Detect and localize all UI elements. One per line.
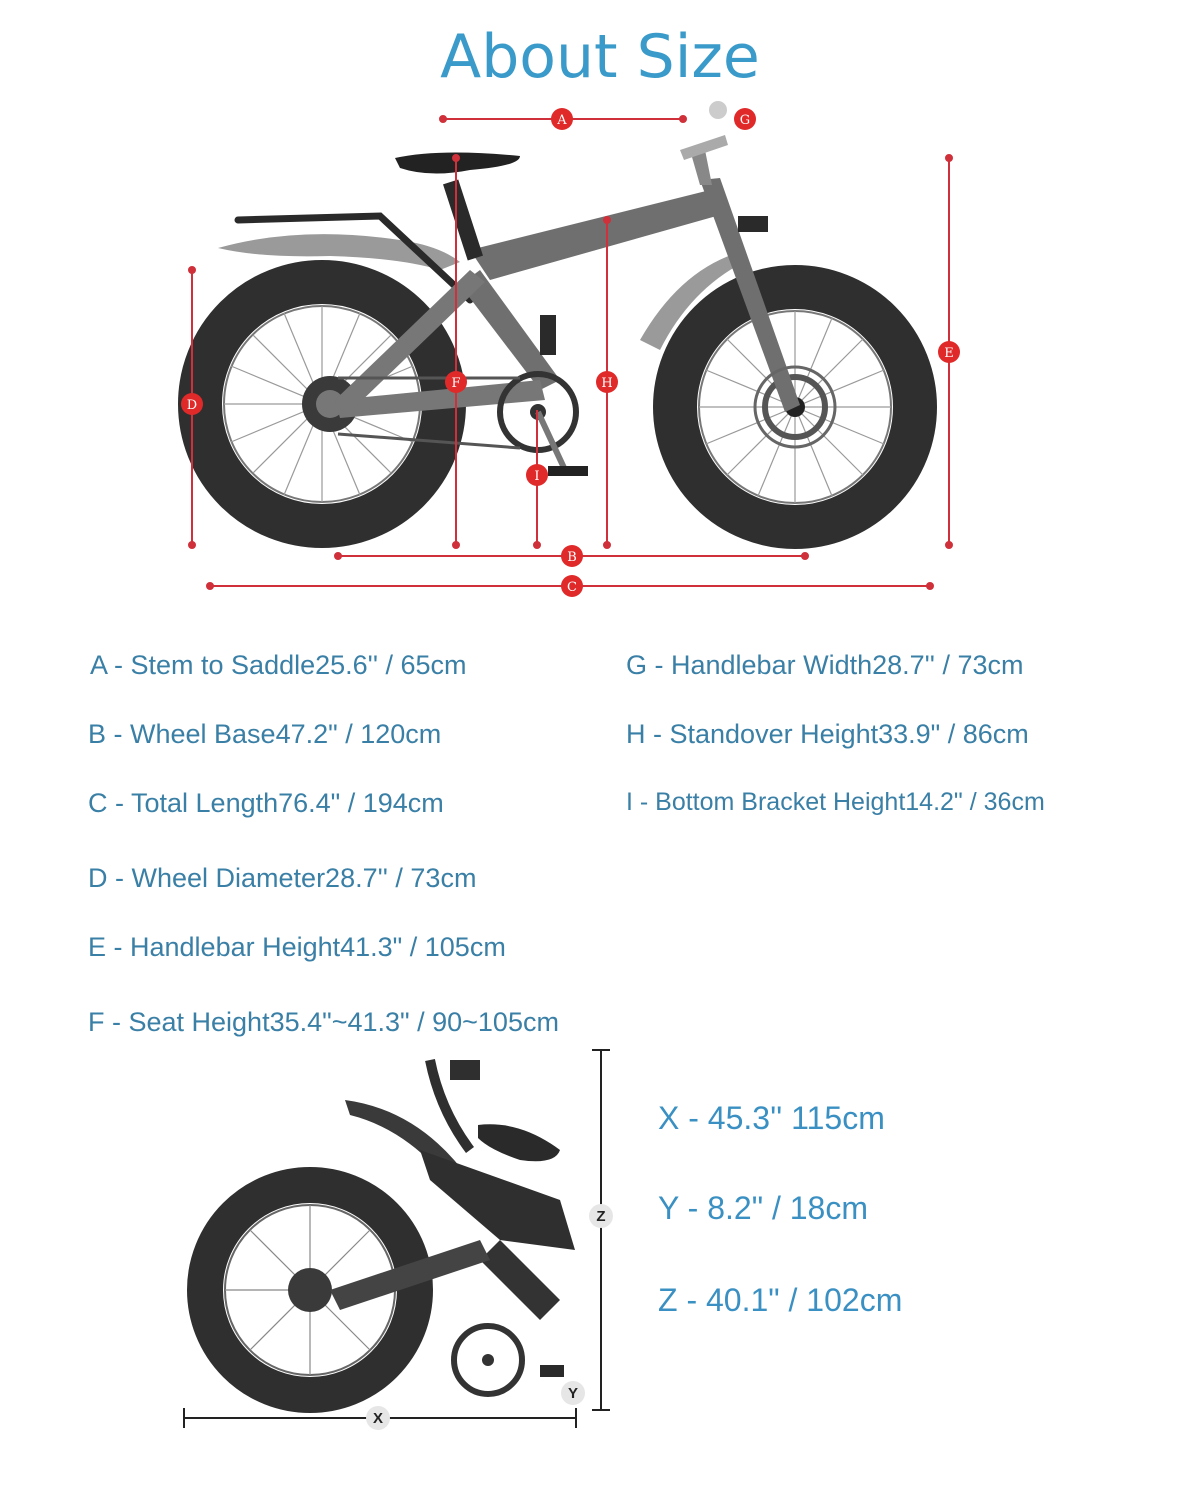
marker-x xyxy=(366,1406,390,1430)
spec-b-wheel-base: B - Wheel Base47.2" / 120cm xyxy=(88,719,442,749)
marker-i xyxy=(526,464,548,486)
spec-d-wheel-diameter: D - Wheel Diameter28.7'' / 73cm xyxy=(88,863,477,893)
svg-text:B: B xyxy=(567,550,577,565)
svg-text:F: F xyxy=(451,376,461,391)
marker-g xyxy=(734,108,756,130)
spec-f-seat-height: F - Seat Height35.4"~41.3" / 90~105cm xyxy=(88,1007,559,1037)
folded-spec-z: Z - 40.1" / 102cm xyxy=(658,1282,903,1318)
svg-text:H: H xyxy=(601,376,613,391)
spec-i-bottom-bracket-height: I - Bottom Bracket Height14.2" / 36cm xyxy=(626,788,1045,816)
svg-text:D: D xyxy=(186,398,198,413)
svg-text:C: C xyxy=(567,580,577,595)
unfolded-bike-illustration xyxy=(200,101,915,527)
marker-z xyxy=(589,1204,613,1228)
page-title: About Size xyxy=(440,22,760,92)
folded-bike-illustration xyxy=(205,1060,575,1395)
svg-text:Z: Z xyxy=(596,1208,606,1225)
spec-a-stem-to-saddle: A - Stem to Saddle25.6'' / 65cm xyxy=(90,650,467,680)
marker-a xyxy=(551,108,573,130)
folded-spec-x: X - 45.3'' 115cm xyxy=(658,1100,885,1136)
marker-d xyxy=(181,393,203,415)
spec-g-handlebar-width: G - Handlebar Width28.7'' / 73cm xyxy=(626,650,1024,680)
svg-text:Y: Y xyxy=(567,1385,579,1402)
svg-text:I: I xyxy=(534,469,540,484)
svg-text:A: A xyxy=(557,113,567,128)
svg-text:E: E xyxy=(944,346,954,361)
svg-text:G: G xyxy=(739,113,751,128)
marker-f xyxy=(445,371,467,393)
marker-b xyxy=(561,545,583,567)
spec-h-standover-height: H - Standover Height33.9" / 86cm xyxy=(626,719,1029,749)
marker-y xyxy=(561,1381,585,1405)
marker-e xyxy=(938,341,960,363)
spec-e-handlebar-height: E - Handlebar Height41.3" / 105cm xyxy=(88,932,506,962)
marker-h xyxy=(596,371,618,393)
spec-c-total-length: C - Total Length76.4" / 194cm xyxy=(88,788,444,818)
svg-text:X: X xyxy=(372,1410,384,1427)
folded-spec-y: Y - 8.2" / 18cm xyxy=(658,1190,868,1226)
marker-c xyxy=(561,575,583,597)
